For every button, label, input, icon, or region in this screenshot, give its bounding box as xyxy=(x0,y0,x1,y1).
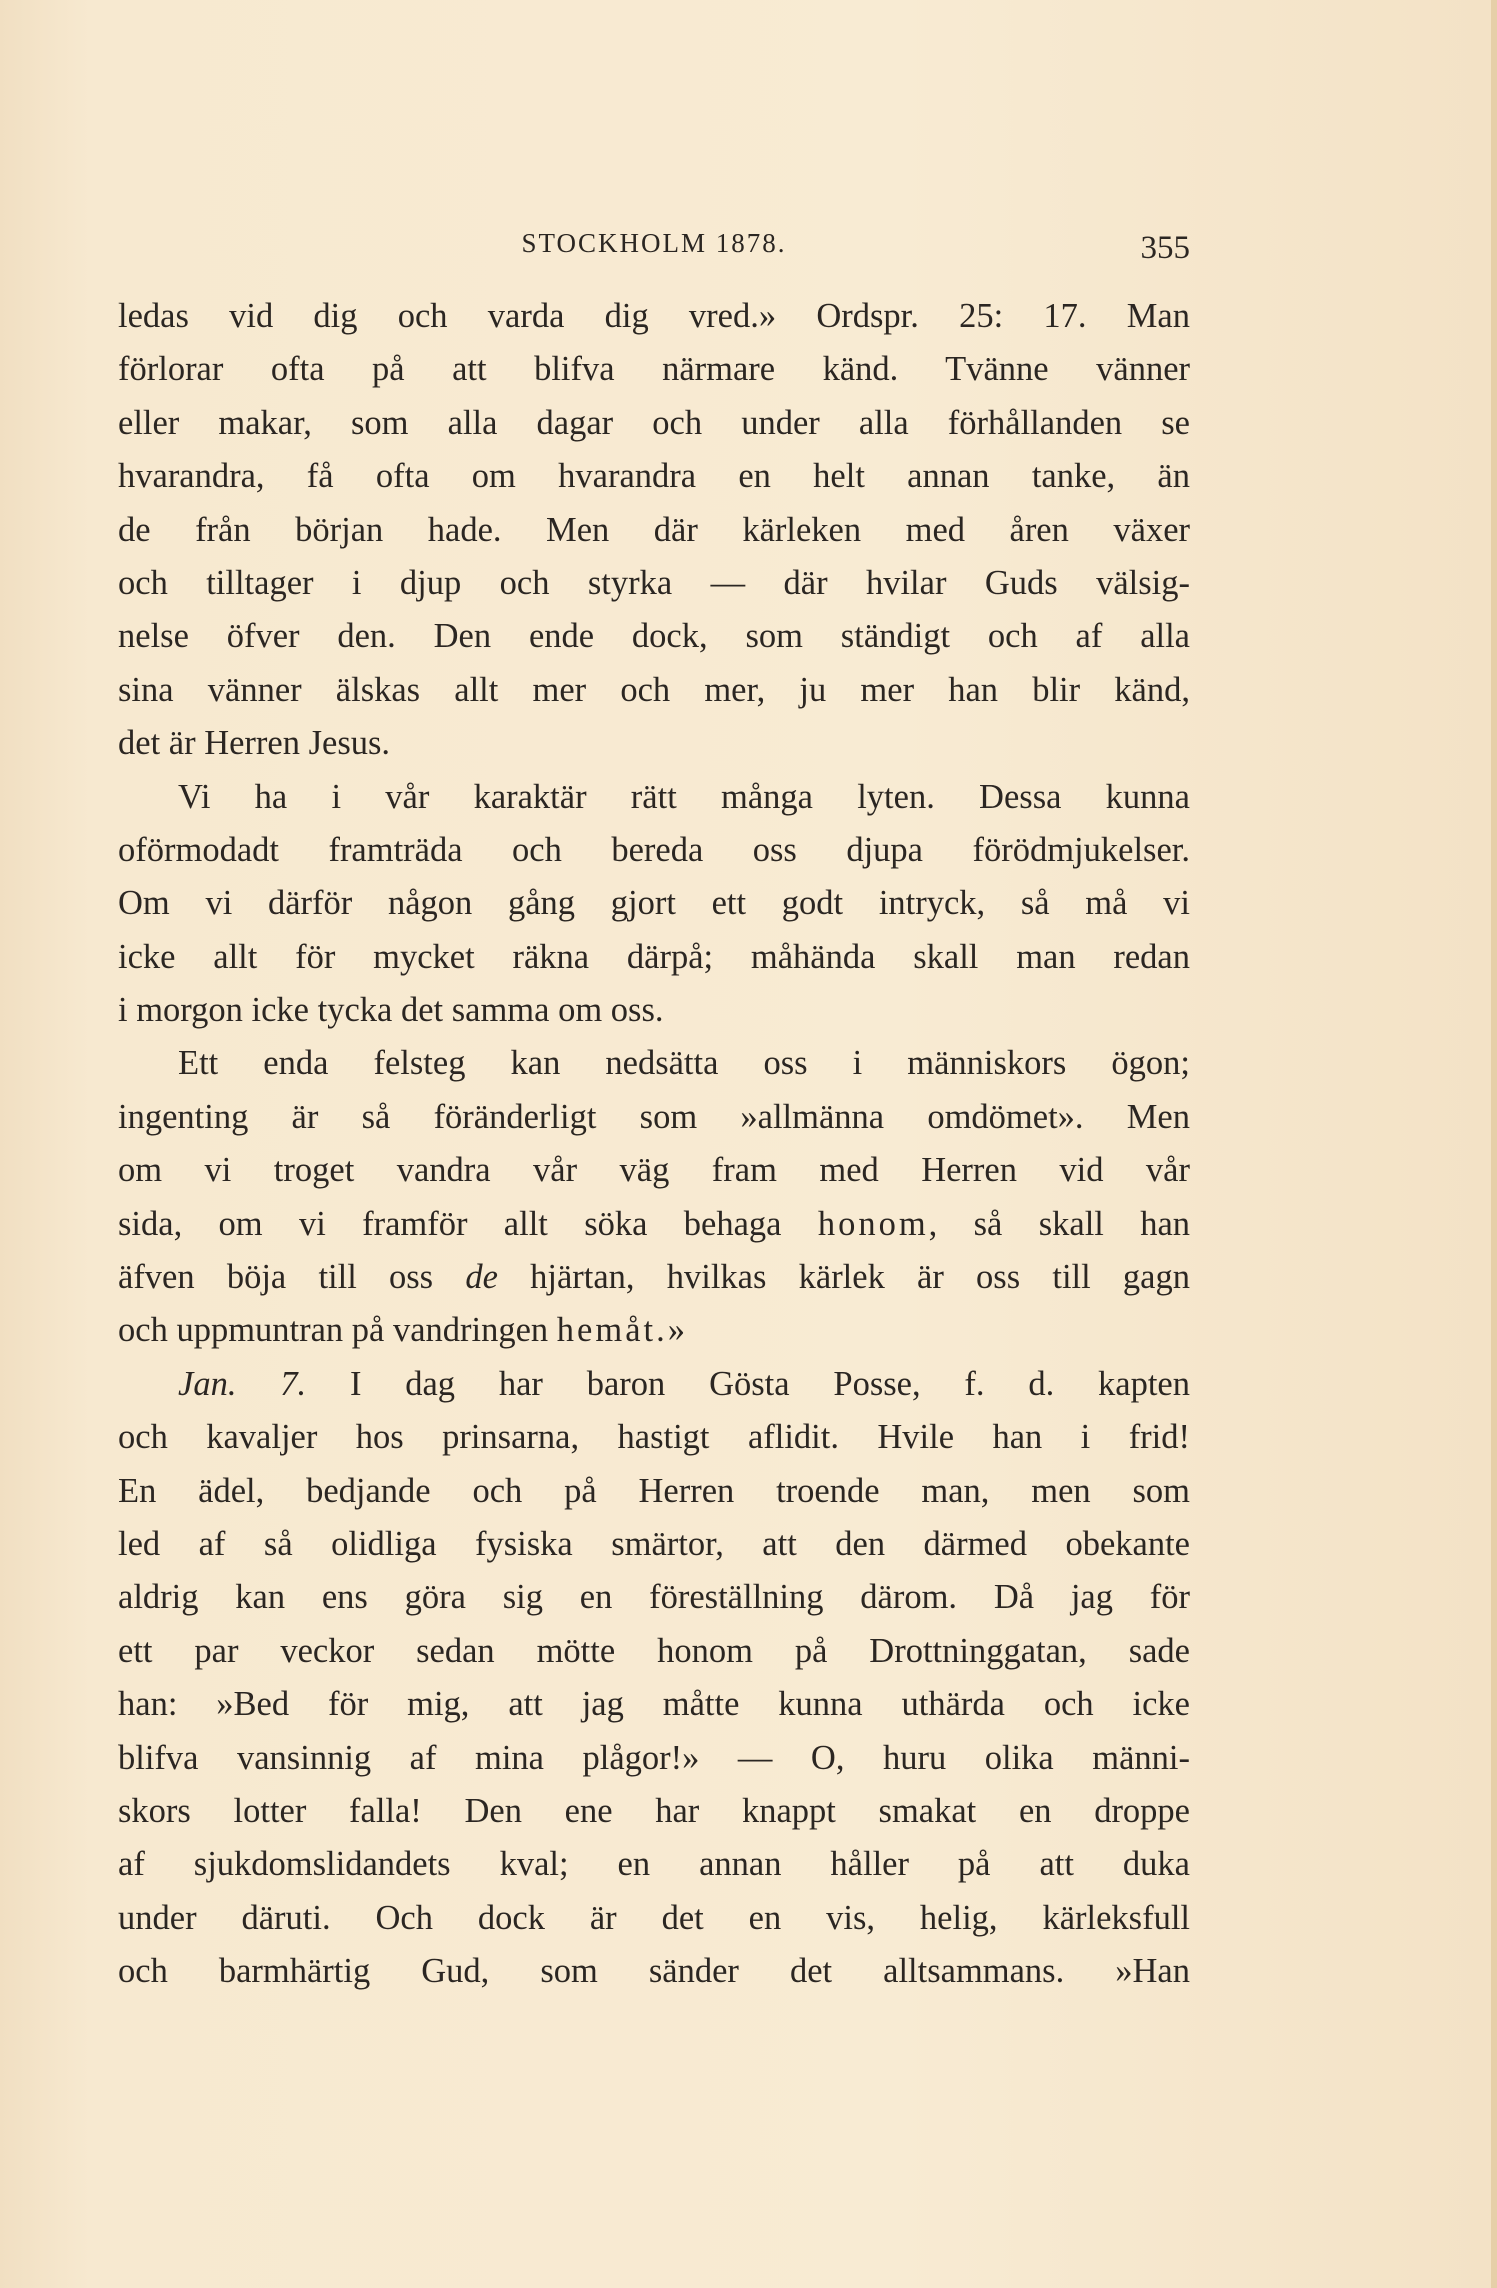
text-segment: sida, om vi framför allt söka behaga xyxy=(118,1204,782,1243)
text-line: blifva vansinnig af mina plågor!» — O, huru olika männi- xyxy=(118,1738,1190,1777)
text-line xyxy=(118,1198,1190,1251)
text-line: förlorar ofta på att blifva närmare känd. Tvänne vänner xyxy=(118,350,1190,389)
text-line: eller makar, som alla dagar och under alla förhållanden se xyxy=(118,403,1190,442)
text-line xyxy=(118,1358,1190,1411)
text-line: skors lotter falla! Den ene har knappt smakat en droppe xyxy=(118,1791,1190,1830)
text-segment: I dag har baron Gösta Posse, f. d. kapten xyxy=(349,1364,1190,1403)
page-number: 355 xyxy=(1140,230,1190,266)
text-line: under däruti. Och dock är det en vis, helig, kärleksfull xyxy=(118,1898,1190,1937)
text-line: icke allt för mycket räkna därpå; måhända skall man redan xyxy=(118,937,1190,976)
text-segment: hjärtan, hvilkas kärlek är oss till gagn xyxy=(530,1258,1190,1297)
text-line: och tilltager i djup och styrka — där hvilar Guds välsig- xyxy=(118,563,1190,602)
text-line: det är Herren Jesus. xyxy=(118,724,391,763)
text-line: led af så olidliga fysiska smärtor, att den därmed obekante xyxy=(118,1524,1190,1563)
text-line: En ädel, bedjande och på Herren troende man, men som xyxy=(118,1471,1190,1510)
text-segment: , så skall han xyxy=(928,1204,1191,1243)
spaced-text: hemåt.» xyxy=(556,1311,688,1350)
text-line: Om vi därför någon gång gjort ett godt intryck, så må vi xyxy=(118,884,1190,923)
text-segment: och uppmuntran på vandringen xyxy=(118,1311,549,1350)
date-heading: Jan. 7. xyxy=(178,1364,307,1403)
text-line: hvarandra, få ofta om hvarandra en helt annan tanke, än xyxy=(118,457,1190,496)
text-line: och barmhärtig Gud, som sänder det alltsammans. »Han xyxy=(118,1952,1190,1991)
text-line: i morgon icke tycka det samma om oss. xyxy=(118,991,664,1030)
spaced-text: honom xyxy=(817,1204,929,1243)
text-line: de från början hade. Men där kärleken med åren växer xyxy=(118,510,1190,549)
text-line: han: »Bed för mig, att jag måtte kunna uthärda och icke xyxy=(118,1685,1190,1724)
text-line: sina vänner älskas allt mer och mer, ju mer han blir känd, xyxy=(118,670,1190,709)
text-line xyxy=(118,1251,1190,1304)
text-line: om vi troget vandra vår väg fram med Herren vid vår xyxy=(118,1151,1190,1190)
text-line: Ett enda felsteg kan nedsätta oss i människors ögon; xyxy=(178,1044,1190,1083)
body-text xyxy=(118,290,1190,1999)
text-line: ledas vid dig och varda dig vred.» Ordspr. 25: 17. Man xyxy=(118,297,1190,335)
text-line: och kavaljer hos prinsarna, hastigt aflidit. Hvile han i frid! xyxy=(118,1418,1190,1457)
text-line: ett par veckor sedan mötte honom på Drottninggatan, sade xyxy=(118,1631,1190,1670)
text-line xyxy=(118,1304,1190,1357)
text-segment: äfven böja till oss xyxy=(118,1258,434,1297)
text-line: nelse öfver den. Den ende dock, som ständigt och af alla xyxy=(118,617,1190,656)
text-line: Vi ha i vår karaktär rätt många lyten. Dessa kunna xyxy=(178,777,1190,816)
text-line: ingenting är så föränderligt som »allmänna omdömet». Men xyxy=(118,1097,1190,1136)
text-line: af sjukdomslidandets kval; en annan håller på att duka xyxy=(118,1845,1190,1884)
page-header xyxy=(118,228,1190,272)
running-head: STOCKHOLM 1878. xyxy=(521,228,787,258)
text-line: aldrig kan ens göra sig en föreställning därom. Då jag för xyxy=(118,1578,1190,1617)
page-edge xyxy=(1491,0,1497,2288)
text-line: oförmodadt framträda och bereda oss djupa förödmjukelser. xyxy=(118,830,1190,869)
italic-text: de xyxy=(465,1258,498,1297)
